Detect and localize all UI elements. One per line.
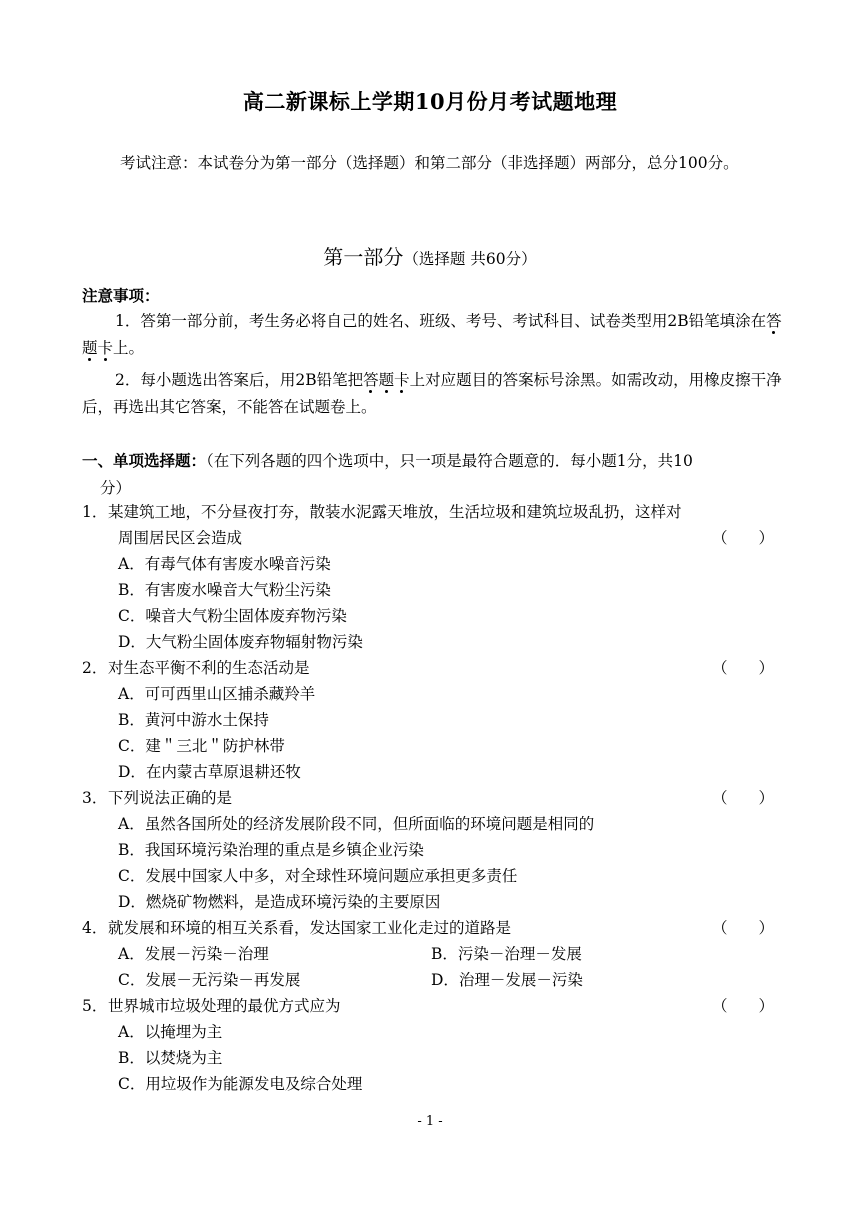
section-label: 一、单项选择题： [82,452,207,470]
part-one-title [0,241,860,270]
page-number: - 1 - [417,1114,443,1129]
announcements-heading: 注意事项： [82,287,160,305]
question-3-number: 3． [82,789,108,807]
question-4-number: 4． [82,919,108,937]
question-4-option-c: C．发展－无污染－再发展 [118,971,301,989]
question-2-number: 2． [82,659,108,677]
question-1-option-a: A．有毒气体有害废水噪音污染 [118,555,331,573]
answer-blank: （ ） [711,919,774,937]
announcement-1-text: 1．答第一部分前，考生务必将自己的姓名、班级、考号、考试科目、试卷类型用2B铅笔填涂在 [115,312,767,330]
question-3-option-a: A．虽然各国所处的经济发展阶段不同，但所面临的环境问题是相同的 [118,815,595,833]
answer-blank: （ ） [711,659,774,677]
section-instruction-cont: 分） [100,479,132,497]
announcement-1-emphasis: 答题卡 [82,312,782,357]
question-2-stem: 对生态平衡不利的生态活动是 [108,659,310,677]
question-4 [82,915,782,993]
section-heading [82,448,782,502]
answer-blank: （ ） [711,789,774,807]
announcement-2-tail: 上对应题目的答案标号涂黑。如需改动，用橡皮擦干净后，再选出其它答案，不能答在试题卷上。 [82,371,782,416]
question-3 [82,785,782,915]
announcement-1-tail: 上。 [113,339,145,357]
question-1-option-d: D．大气粉尘固体废弃物辐射物污染 [118,633,363,651]
announcement-item-1 [82,308,782,362]
answer-blank: （ ） [711,997,774,1015]
question-5-stem: 世界城市垃圾处理的最优方式应为 [108,997,341,1015]
question-1-option-b: B．有害废水噪音大气粉尘污染 [118,581,331,599]
question-1 [82,499,782,655]
section-instruction: （在下列各题的四个选项中，只一项是最符合题意的．每小题1分，共10 [206,452,693,470]
question-4-options-row-2 [82,967,782,993]
question-3-option-b: B．我国环境污染治理的重点是乡镇企业污染 [118,841,424,859]
exam-title: 高二新课标上学期10月份月考试题地理 [242,89,618,114]
announcement-item-2 [82,367,782,421]
question-1-number: 1． [82,503,108,521]
question-4-option-b: B．污染－治理－发展 [431,945,582,963]
answer-blank: （ ） [711,529,774,547]
question-1-option-c: C．噪音大气粉尘固体废弃物污染 [118,607,347,625]
question-5-option-b: B．以焚烧为主 [118,1049,223,1067]
part-one-subtitle: （选择题 共60分） [403,250,537,268]
question-1-stem: 某建筑工地，不分昼夜打夯，散装水泥露天堆放，生活垃圾和建筑垃圾乱扔，这样对 [108,503,682,521]
announcement-2-text: 2．每小题选出答案后，用2B铅笔把 [115,371,364,389]
question-2-option-d: D．在内蒙古草原退耕还牧 [118,763,301,781]
question-3-option-c: C．发展中国家人中多，对全球性环境问题应承担更多责任 [118,867,518,885]
question-4-option-a: A．发展－污染－治理 [118,945,269,963]
question-2 [82,655,782,785]
part-one-label: 第一部分 [323,245,404,269]
announcement-2-emphasis: 答题卡 [363,371,410,389]
question-5-option-a: A．以掩埋为主 [118,1023,223,1041]
question-2-option-b: B．黄河中游水土保持 [118,711,269,729]
question-5-option-c: C．用垃圾作为能源发电及综合处理 [118,1075,363,1093]
question-3-stem: 下列说法正确的是 [108,789,233,807]
question-2-option-c: C．建＂三北＂防护林带 [118,737,285,755]
exam-notice: 考试注意：本试卷分为第一部分（选择题）和第二部分（非选择题）两部分，总分100分。 [120,154,739,172]
question-5 [82,993,782,1097]
question-2-option-a: A．可可西里山区捕杀藏羚羊 [118,685,316,703]
question-4-options-row-1 [82,941,782,967]
question-4-stem: 就发展和环境的相互关系看，发达国家工业化走过的道路是 [108,919,512,937]
question-5-number: 5． [82,997,108,1015]
question-3-option-d: D．燃烧矿物燃料，是造成环境污染的主要原因 [118,893,441,911]
question-1-stem-cont: 周围居民区会造成 [118,529,243,547]
question-4-option-d: D．治理－发展－污染 [431,971,583,989]
